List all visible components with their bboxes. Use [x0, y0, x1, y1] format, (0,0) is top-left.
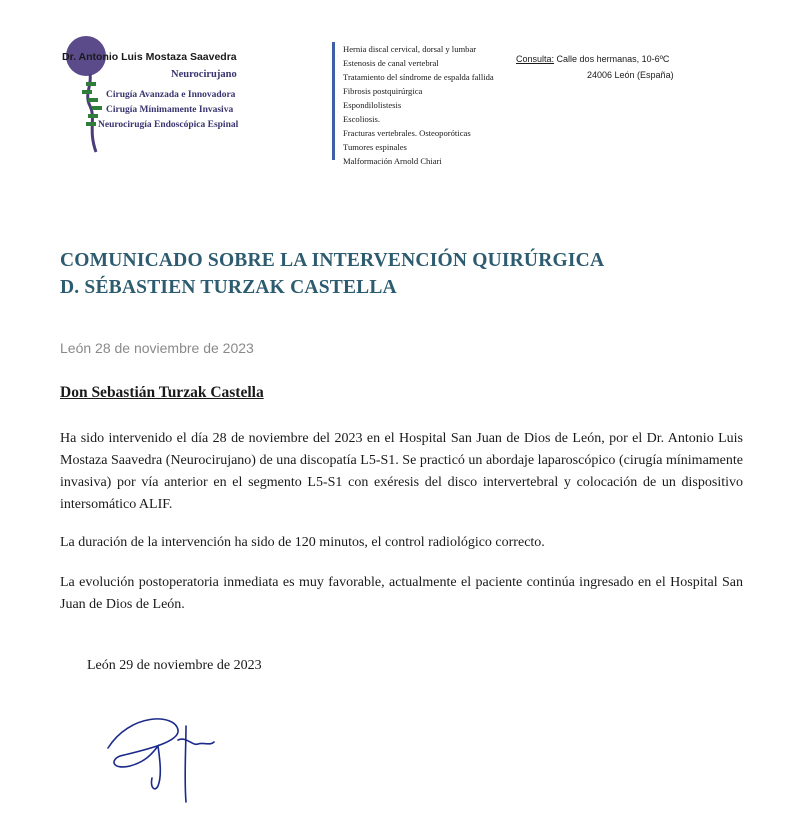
signature-icon — [100, 708, 240, 808]
body-paragraph-1: Ha sido intervenido el día 28 de noviembre del 2023 en el Hospital San Juan de Dios de León, por el Dr. Antonio Luis Mostaza Saavedra (Neurocirujano) de una discopatía L5-S1. Se practicó un abordaje laparoscópico (cirugía mínimamente invasiva) por vía anterior en el segmento L5-S1 con exéresis del disco intervertebral y colocación de un dispositivo intersomático ALIF. — [60, 431, 743, 512]
consulta-label: Consulta: — [516, 54, 555, 64]
document-title-line-2: D. SÉBASTIEN TURZAK CASTELLA — [60, 277, 397, 298]
logo-line-2: Cirugía Mínimamente Invasiva — [106, 105, 234, 115]
logo-line-1: Cirugía Avanzada e Innovadora — [106, 90, 236, 100]
closing-date: León 29 de noviembre de 2023 — [87, 658, 262, 673]
body-paragraph-2: La duración de la intervención ha sido de 120 minutos, el control radiológico correcto. — [60, 535, 545, 550]
specialty-item: Fracturas vertebrales. Osteoporóticas — [343, 128, 471, 138]
specialty-item: Tratamiento del síndrome de espalda fallida — [343, 72, 494, 82]
specialties-list — [343, 42, 523, 164]
body-paragraph-3: La evolución postoperatoria inmediata es muy favorable, actualmente el paciente continúa ingresado en el Hospital San Juan de Dios de León. — [60, 575, 743, 612]
specialty-item: Hernia discal cervical, dorsal y lumbar — [343, 44, 477, 54]
consulta-address — [516, 54, 669, 64]
specialty-item: Espondilolistesis — [343, 100, 402, 110]
specialty-item: Tumores espinales — [343, 142, 407, 152]
specialty-item: Malformación Arnold Chiari — [343, 156, 442, 164]
specialty-item: Escoliosis. — [343, 114, 381, 124]
document-title-line-1: COMUNICADO SOBRE LA INTERVENCIÓN QUIRÚRGICA — [60, 250, 605, 271]
consulta-street: Calle dos hermanas, 10-6ºC — [556, 54, 670, 64]
specialty-item: Estenosis de canal vertebral — [343, 58, 439, 68]
consulta-city: 24006 León (España) — [587, 70, 674, 80]
specialty-item: Fibrosis postquirúrgica — [343, 86, 423, 96]
logo-doctor-name: Dr. Antonio Luis Mostaza Saavedra — [62, 51, 237, 63]
logo-specialty: Neurocirujano — [171, 69, 237, 80]
clinic-logo — [58, 34, 258, 159]
logo-line-3: Neurocirugía Endoscópica Espinal — [98, 120, 239, 130]
recipient-name: Don Sebastián Turzak Castella — [60, 384, 264, 401]
document-date: León 28 de noviembre de 2023 — [60, 340, 254, 356]
header-divider — [332, 42, 335, 160]
